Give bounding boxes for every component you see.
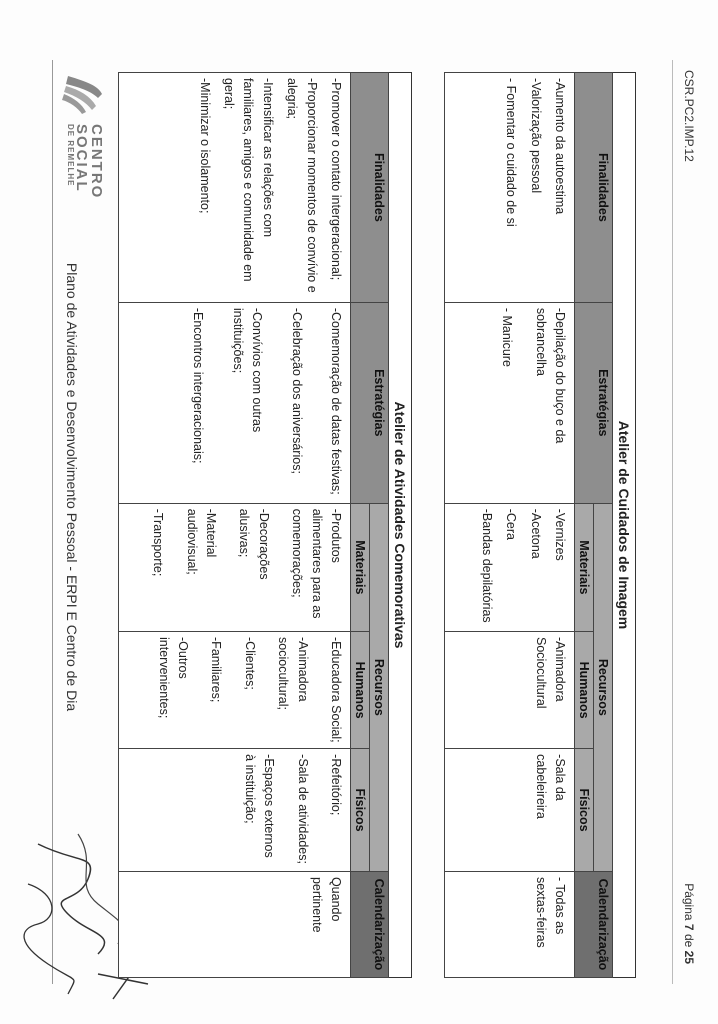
footer-divider — [672, 60, 673, 984]
header-materiais: Materiais — [351, 503, 370, 631]
list-item: -Animadora Sociocultural — [533, 637, 567, 709]
finalidades-cell — [445, 73, 575, 303]
header-estrategias: Estratégias — [575, 302, 613, 503]
page-current: 7 — [682, 923, 696, 931]
atelier-comemorativas-section — [118, 72, 412, 978]
header-finalidades: Finalidades — [575, 73, 613, 303]
header-materiais: Materiais — [575, 503, 594, 631]
logo-line-1: CENTRO — [88, 124, 106, 200]
list-item: -Produtos alimentares para as comemorações; — [290, 508, 343, 619]
page-of: de — [682, 933, 696, 948]
table-row — [119, 73, 351, 978]
header-calendarizacao: Calendarização — [351, 871, 389, 977]
list-item: -Sala de atividades; — [295, 754, 310, 864]
atelier-cuidados-imagem-table — [444, 72, 613, 978]
humanos-cell — [119, 632, 351, 749]
header-recursos: Recursos — [594, 503, 613, 871]
list-item: -Bandas depilatórias — [479, 508, 494, 623]
header-finalidades: Finalidades — [351, 73, 389, 303]
calendarizacao-cell: - Todas as sextas-feiras — [445, 871, 575, 977]
header-recursos: Recursos — [370, 503, 389, 871]
logo-line-3: DE REMELHE — [66, 124, 76, 187]
header-humanos: Humanos — [575, 632, 594, 749]
list-item: -Clientes; — [242, 637, 257, 690]
page-number — [682, 883, 696, 964]
list-item: -Convívios com outras instituições; — [230, 307, 265, 433]
header-fisicos: Físicos — [575, 749, 594, 872]
list-item: -Material audiovisual; — [184, 508, 219, 575]
estrategias-cell — [119, 302, 351, 503]
fisicos-cell — [119, 749, 351, 872]
list-item: -Espaços externos à instituição; — [242, 754, 277, 858]
finalidades-cell — [119, 73, 351, 303]
logo — [58, 72, 113, 242]
logo-hands-icon — [63, 72, 109, 116]
header-humanos: Humanos — [351, 632, 370, 749]
list-item: -Familiares; — [209, 637, 224, 703]
list-item: -Acetona — [528, 508, 543, 559]
materiais-cell — [445, 503, 575, 631]
list-item: -Celebração dos aniversários; — [289, 307, 304, 474]
page-prefix: Página — [682, 883, 696, 921]
fisicos-cell — [445, 749, 575, 872]
list-item: -Cera — [504, 508, 519, 540]
calendarizacao-cell: Quando pertinente — [119, 871, 351, 977]
list-item: -Decorações alusivas; — [237, 508, 271, 580]
list-item: -Sala da cabeleireira — [533, 754, 567, 819]
header-calendarizacao: Calendarização — [575, 871, 613, 977]
list-item: -Intensificar as relações com familiares, amigos e comunidade em geral; — [222, 78, 275, 282]
list-item: -Encontros intergeracionais; — [191, 307, 206, 464]
list-item: -Promover o contato intergeracional; — [329, 78, 343, 281]
materiais-cell — [119, 503, 351, 631]
list-item: - Manicure — [500, 307, 515, 367]
table-row — [445, 73, 575, 978]
list-item: -Transporte; — [151, 508, 166, 577]
section-title: Atelier de Cuidados de Imagem — [613, 72, 636, 978]
list-item: -Vernizes — [553, 508, 567, 561]
atelier-comemorativas-table — [118, 72, 389, 978]
list-item: -Minimizar o isolamento; — [197, 78, 212, 214]
list-item: -Valorização pessoal — [528, 78, 543, 194]
list-item: -Comemoração de datas festivas; — [329, 307, 343, 495]
document-title: Plano de Atividades e Desenvolvimento Pessoal - ERPI E Centro de Dia — [64, 262, 80, 712]
list-item: -Refeitório; — [329, 754, 343, 816]
header-fisicos: Físicos — [351, 749, 370, 872]
humanos-cell — [445, 632, 575, 749]
atelier-cuidados-imagem-section — [444, 72, 636, 978]
logo-line-2: SOCIAL — [73, 124, 91, 193]
list-item: -Aumento da autoestima — [553, 78, 567, 215]
list-item: - Fomentar o cuidado de si — [504, 78, 519, 227]
list-item: -Proporcionar momentos de convívio e alegria; — [285, 78, 319, 293]
list-item: -Depilação do buço e da sobrancelha — [533, 307, 567, 444]
list-item: -Animadora sociocultural; — [276, 637, 310, 710]
header-estrategias: Estratégias — [351, 302, 389, 503]
page-total: 25 — [682, 950, 696, 964]
document-code: CSR.PC2.IMP.12 — [682, 70, 696, 162]
list-item: -Outros intervenientes; — [156, 637, 191, 719]
section-title: Atelier de Atividades Comemorativas — [389, 72, 412, 978]
estrategias-cell — [445, 302, 575, 503]
list-item: -Educadora Social; — [329, 637, 343, 743]
